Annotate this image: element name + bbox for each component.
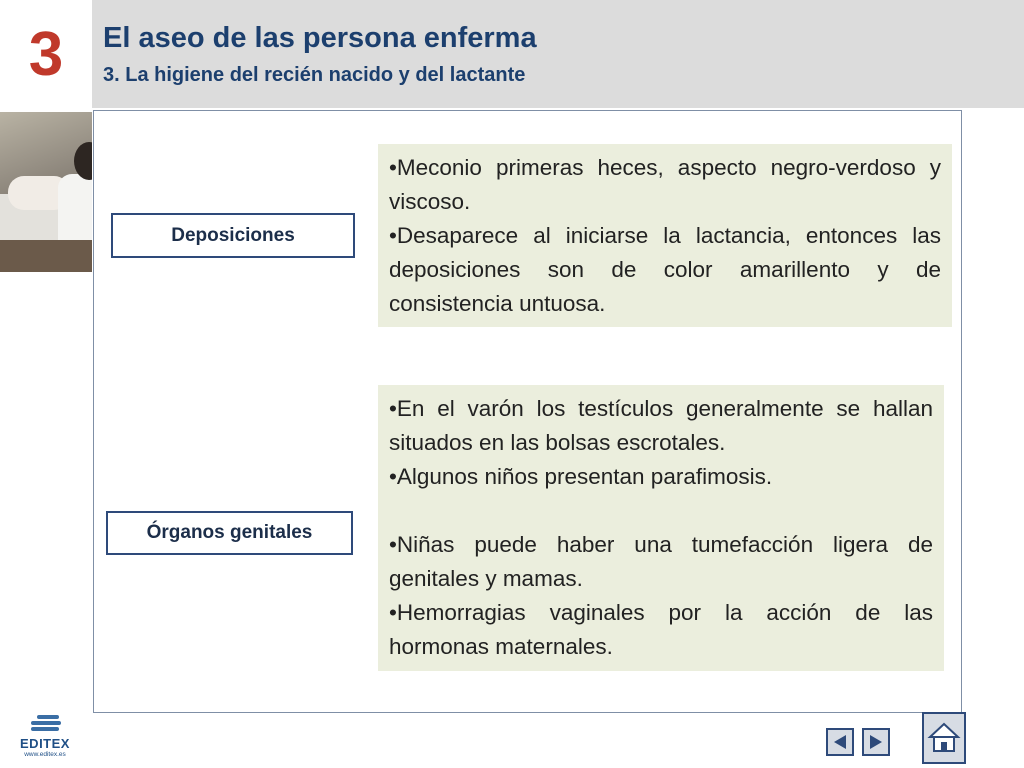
logo-url-text: www.editex.es bbox=[24, 751, 66, 758]
deposiciones-label: Deposiciones bbox=[111, 213, 355, 258]
deposiciones-bullet-2: •Desaparece al iniciarse la lactancia, entonces las deposiciones son de color amarillento y de consistencia untuosa. bbox=[389, 223, 941, 316]
organos-genitales-panel bbox=[378, 385, 944, 671]
nurse-baby-photo bbox=[0, 112, 92, 272]
page-title: El aseo de las persona enferma bbox=[103, 22, 537, 54]
previous-arrow-icon bbox=[831, 733, 849, 751]
genitales-bullet-3: •Niñas puede haber una tumefacción ligera de genitales y mamas. bbox=[389, 532, 933, 591]
next-button[interactable] bbox=[862, 728, 890, 756]
genitales-bullet-4: •Hemorragias vaginales por la acción de las hormonas maternales. bbox=[389, 600, 933, 659]
editex-logo bbox=[14, 712, 76, 764]
home-icon bbox=[927, 721, 961, 755]
logo-brand-text: EDITEX bbox=[20, 736, 70, 751]
home-button[interactable] bbox=[922, 712, 966, 764]
next-arrow-icon bbox=[867, 733, 885, 751]
genitales-bullet-2: •Algunos niños presentan parafimosis. bbox=[389, 464, 773, 489]
page-subtitle: 3. La higiene del recién nacido y del lactante bbox=[103, 64, 526, 86]
genitales-bullet-1: •En el varón los testículos generalmente se hallan situados en las bolsas escrotales. bbox=[389, 396, 933, 455]
chapter-number: 3 bbox=[28, 19, 64, 89]
previous-button[interactable] bbox=[826, 728, 854, 756]
deposiciones-panel bbox=[378, 144, 952, 327]
organos-genitales-label: Órganos genitales bbox=[106, 511, 353, 555]
deposiciones-bullet-1: •Meconio primeras heces, aspecto negro-verdoso y viscoso. bbox=[389, 155, 941, 214]
editex-logo-icon bbox=[25, 712, 65, 734]
